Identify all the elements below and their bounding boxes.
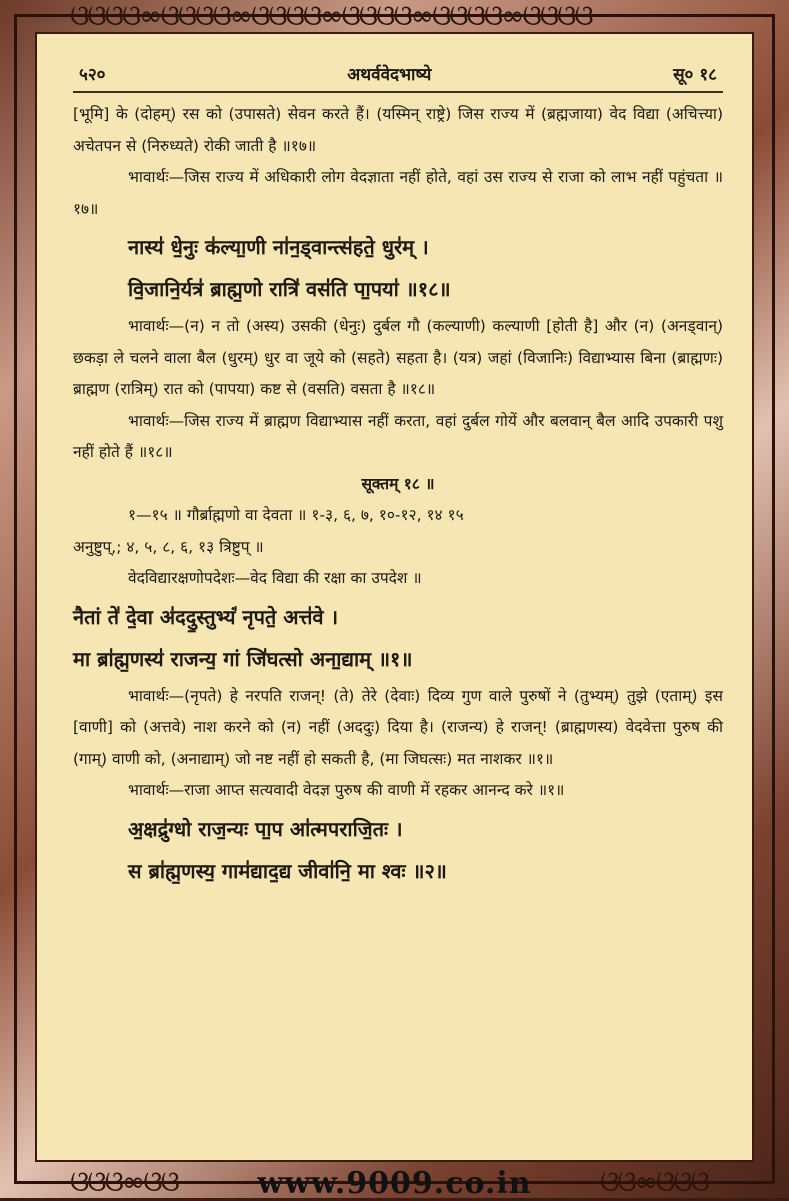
- ornament-bottom-left: ଓଓଓ∞ଓଓ: [70, 1165, 178, 1198]
- sukta-heading: सूक्तम् १८ ॥: [361, 474, 435, 493]
- sukta-chhanda: अनुष्टुप्,; ४, ५, ८, ६, १३ त्रिष्टुप् ॥: [73, 537, 264, 556]
- bhavartha-1: भावार्थः—राजा आप्त सत्यवादी वेदज्ञ पुरुष की वाणी में रहकर आनन्द करे ॥१॥: [128, 781, 565, 799]
- page-number: ५२०: [79, 65, 106, 85]
- page-content: [73, 62, 723, 893]
- bhavartha-18: भावार्थः—जिस राज्य में ब्राह्मण विद्याभ्यास नहीं करता, वहां दुर्बल गोयें और बलवान् बैल आदि उपकारी पशु नहीं होते हैं ॥१८॥: [73, 411, 723, 461]
- verse-2-line2: स ब्रा॑ह्म॒णस्य॒ गाम॑द्याद॒द्य जीवा॑नि॒ मा श्वः ॥२॥: [128, 858, 447, 883]
- page-header: [73, 62, 723, 93]
- verse-2-line1: अ॒क्षद्रु॑ग्धो राज॒न्यः पा॒प आ॑त्मपराजि॒तः ।: [128, 816, 403, 841]
- sukta-reference: सू० १८: [673, 65, 717, 85]
- sukta-devata: १—१५ ॥ गौर्ब्राह्मणो वा देवता ॥ १-३, ६, ७, १०-१२, १४ १५: [128, 506, 464, 524]
- ornament-bottom-right: ଓଓ∞ଓଓଓ: [600, 1165, 708, 1198]
- verse-18-line1: नास्य॑ धे॒नुः क॑ल्या॒णी ना॑न॒ड्वान्त्स॑हते॒ धुर॑म् ।: [128, 235, 429, 259]
- bhavartha-17: भावार्थः—जिस राज्य में अधिकारी लोग वेदज्ञाता नहीं होते, वहां उस राज्य से राजा को लाभ नहीं पहुंचता ॥१७॥: [73, 168, 723, 218]
- book-title: अथर्ववेदभाष्ये: [347, 65, 432, 85]
- verse-18-line2: वि॒जानि॒र्यत्र॑ ब्राह्म॒णो रात्रि॑ वस॑ति पा॒पया॑ ॥१८॥: [128, 277, 451, 301]
- commentary-1: भावार्थः—(नृपते) हे नरपति राजन्! (ते) तेरे (देवाः) दिव्य गुण वाले पुरुषों ने (तुभ्यम्) तुझे (एताम्) इस [वाणी] को (अत्तवे) नाश करने को (न) नहीं (अददुः) दिया है। (राजन्य) हे राजन्! (ब्राह्मणस्य) वेदवेत्ता पुरुष की (गाम्) वाणी को, (अनाद्याम्) जो नष्ट नहीं हो सकती है, (मा जिघत्सः) मत नाशकर ॥१॥: [73, 686, 723, 768]
- sukta-topic: वेदविद्यारक्षणोपदेशः—वेद विद्या की रक्षा का उपदेश ॥: [128, 569, 422, 587]
- commentary-18: भावार्थः—(न) न तो (अस्य) उसकी (धेनुः) दुर्बल गौ (कल्याणी) कल्याणी [होती है] और (न) (अनड्वान्) छकड़ा ले चलने वाला बैल (धुरम्) धुर वा जूये को (सहते) सहता है। (यत्र) जहां (विजानिः) विद्याभ्यास बिना (ब्राह्मणः) ब्राह्मण (रात्रिम्) रात को (पापया) कष्ट से (वसति) वसता है ॥१८॥: [73, 317, 723, 398]
- verse-1-line1: नैतां ते॑ दे॒वा अ॑ददु॒स्तुभ्यं॑ नृपते॒ अत्त॑वे ।: [73, 604, 339, 629]
- verse-1-line2: मा ब्रा॑ह्म॒णस्य॑ राजन्य॒ गां जि॑घत्सो अना॒द्याम् ॥१॥: [73, 646, 413, 671]
- commentary-17: [भूमि] के (दोहम्) रस को (उपासते) सेवन करते हैं। (यस्मिन् राष्ट्रे) जिस राज्य में (ब्रह्मजाया) वेद विद्या (अचित्त्या) अचेतपन से (निरुध्यते) रोकी जाती है ॥१७॥: [73, 105, 723, 155]
- website-footer[interactable]: www.9009.co.in: [257, 1166, 532, 1201]
- scripture-page: [35, 32, 754, 1162]
- ornament-top: ଓଓଓଓ∞ଓଓଓଓ∞ଓଓଓଓ∞ଓଓଓଓ∞ଓଓଓଓ∞ଓଓଓଓ: [70, 0, 592, 32]
